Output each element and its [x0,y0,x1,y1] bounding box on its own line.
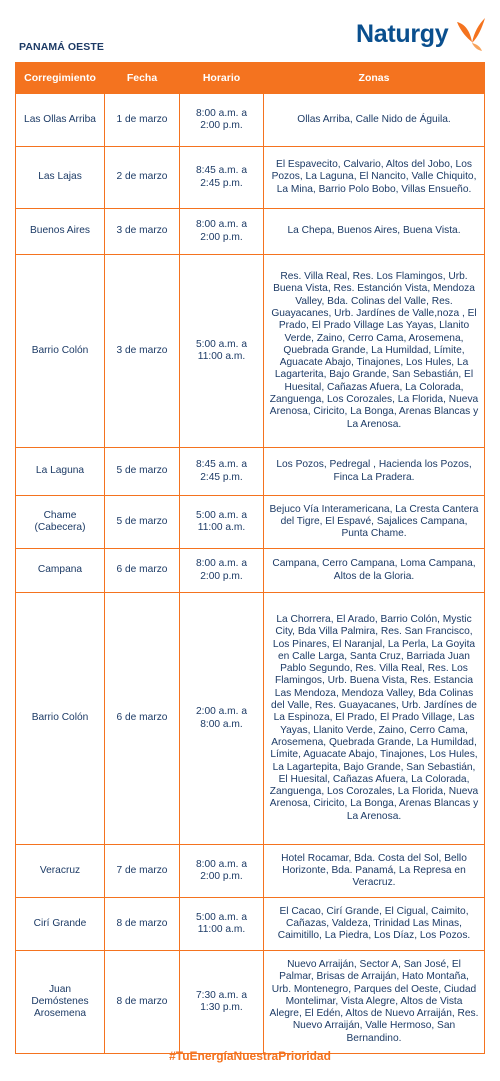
cell-fecha: 3 de marzo [105,209,180,255]
cell-fecha: 1 de marzo [105,94,180,147]
brand-name: Naturgy [356,20,449,48]
cell-fecha: 5 de marzo [105,496,180,549]
cell-corregimiento: Barrio Colón [16,255,105,448]
cell-corregimiento: Las Lajas [16,147,105,209]
cell-fecha: 6 de marzo [105,549,180,593]
cell-corregimiento: Chame (Cabecera) [16,496,105,549]
cell-zonas: Campana, Cerro Campana, Loma Campana, Altos de la Gloria. [264,549,485,593]
cell-corregimiento: Las Ollas Arriba [16,94,105,147]
cell-corregimiento: Veracruz [16,845,105,898]
table-header-row [16,63,485,94]
cell-zonas: La Chepa, Buenos Aires, Buena Vista. [264,209,485,255]
cell-horario: 8:45 a.m. a 2:45 p.m. [180,147,264,209]
cell-fecha: 8 de marzo [105,898,180,951]
cell-zonas: Res. Villa Real, Res. Los Flamingos, Urb. Buena Vista, Res. Estanción Vista, Mendoza Valley, Bda. Colinas del Valle, Res. Guayacanes, Urb. Jardínes de Valle,noza , El Prado, El Prado Village Las Yayas, Llanito Verde, Zaino, Cerro Cama, Arosemena, Quebrada Grande, La Humildad, Límite, Aguacate Abajo, Tinajones, Los Hules, La Lagarterita, Bajo Grande, San Sebastián, El Huesital, Cañazas Afuera, La Colorada, Zanguenga, Los Corozales, La Florida, Nueva Arenosa, Ciricito, La Bonga, Arenas Blancas y La Arenosa. [264,255,485,448]
cell-horario: 2:00 a.m. a 8:00 a.m. [180,593,264,845]
cell-corregimiento: Juan Demóstenes Arosemena [16,951,105,1054]
cell-horario: 8:00 a.m. a 2:00 p.m. [180,549,264,593]
table-row [16,448,485,496]
cell-zonas: Ollas Arriba, Calle Nido de Águila. [264,94,485,147]
table-row [16,549,485,593]
naturgy-logo [356,18,488,56]
cell-horario: 8:00 a.m. a 2:00 p.m. [180,845,264,898]
schedule-table [15,62,485,1054]
column-header-horario: Horario [180,63,264,94]
cell-horario: 8:45 a.m. a 2:45 p.m. [180,448,264,496]
cell-horario: 5:00 a.m. a 11:00 a.m. [180,255,264,448]
cell-corregimiento: Buenos Aires [16,209,105,255]
region-title: PANAMÁ OESTE [19,41,105,53]
cell-horario: 7:30 a.m. a 1:30 p.m. [180,951,264,1054]
cell-fecha: 5 de marzo [105,448,180,496]
table-row [16,147,485,209]
cell-corregimiento: Cirí Grande [16,898,105,951]
table-row [16,845,485,898]
cell-horario: 5:00 a.m. a 11:00 a.m. [180,496,264,549]
table-row [16,898,485,951]
footer-hashtag: #TuEnergíaNuestraPrioridad [169,1049,331,1063]
cell-zonas: Los Pozos, Pedregal , Hacienda los Pozos, Finca La Pradera. [264,448,485,496]
cell-horario: 8:00 a.m. a 2:00 p.m. [180,94,264,147]
cell-zonas: Hotel Rocamar, Bda. Costa del Sol, Bello Horizonte, Bda. Panamá, La Represa en Veracruz. [264,845,485,898]
cell-zonas: El Cacao, Cirí Grande, El Cigual, Caimito, Cañazas, Valdeza, Trinidad Las Minas, Caimitillo, La Piedra, Los Díaz, Los Pozos. [264,898,485,951]
cell-fecha: 3 de marzo [105,255,180,448]
table-row [16,951,485,1054]
cell-fecha: 2 de marzo [105,147,180,209]
cell-corregimiento: La Laguna [16,448,105,496]
column-header-zonas: Zonas [264,63,485,94]
table-row [16,496,485,549]
cell-corregimiento: Barrio Colón [16,593,105,845]
column-header-fecha: Fecha [105,63,180,94]
cell-zonas: La Chorrera, El Arado, Barrio Colón, Mystic City, Bda Villa Palmira, Res. San Francisco, Los Pinares, El Naranjal, La Perla, La Goyita en Calle Larga, Santa Cruz, Barriada Juan Pablo Segundo, Res. Villa Real, Res. Los Flamingos, Urb. Buena Vista, Res. Estancia Las Mendoza, Mendoza Valley, Bda Colinas del Valle, Res. Guayacanes, Urb. Jardínes de La Espinoza, El Prado, El Prado Village, Las Yayas, Llanito Verde, Zaino, Cerro Cama, Arosemena, Quebrada Grande, La Humildad, Límite, Aguacate Abajo, Tinajones, Los Hules, La Lagartерita, Bajo Grande, San Sebastián, El Huesital, Cañazas Afuera, La Colorada, Zanguenga, Los Corozales, La Florida, Nueva Arenosa, Ciricito, La Bonga, Arenas Blancas y La Arenosa. [264,593,485,845]
cell-fecha: 6 de marzo [105,593,180,845]
cell-corregimiento: Campana [16,549,105,593]
table-row [16,94,485,147]
butterfly-icon [455,18,487,54]
cell-zonas: Nuevo Arraiján, Sector A, San José, El Palmar, Brisas de Arraiján, Hato Montaña, Urb. Montenegro, Parques del Oeste, Ciudad Montelimar, Vista Alegre, Altos de Vista Alegre, El Edén, Altos de Nuevo Arraiján, Res. Nuevo Arraiján, Valle Hermoso, San Bernandino. [264,951,485,1054]
cell-fecha: 8 de marzo [105,951,180,1054]
cell-zonas: Bejuco Vía Interamericana, La Cresta Cantera del Tigre, El Espavé, Sajalices Campana, Punta Chame. [264,496,485,549]
cell-horario: 8:00 a.m. a 2:00 p.m. [180,209,264,255]
cell-horario: 5:00 a.m. a 11:00 a.m. [180,898,264,951]
table-row [16,255,485,448]
cell-zonas: El Espavecito, Calvario, Altos del Jobo, Los Pozos, La Laguna, El Nancito, Valle Chiquito, La Mina, Barrio Polo Bobo, Villas Ensueño. [264,147,485,209]
table-row [16,209,485,255]
column-header-corregimiento: Corregimiento [16,63,105,94]
cell-fecha: 7 de marzo [105,845,180,898]
table-row [16,593,485,845]
